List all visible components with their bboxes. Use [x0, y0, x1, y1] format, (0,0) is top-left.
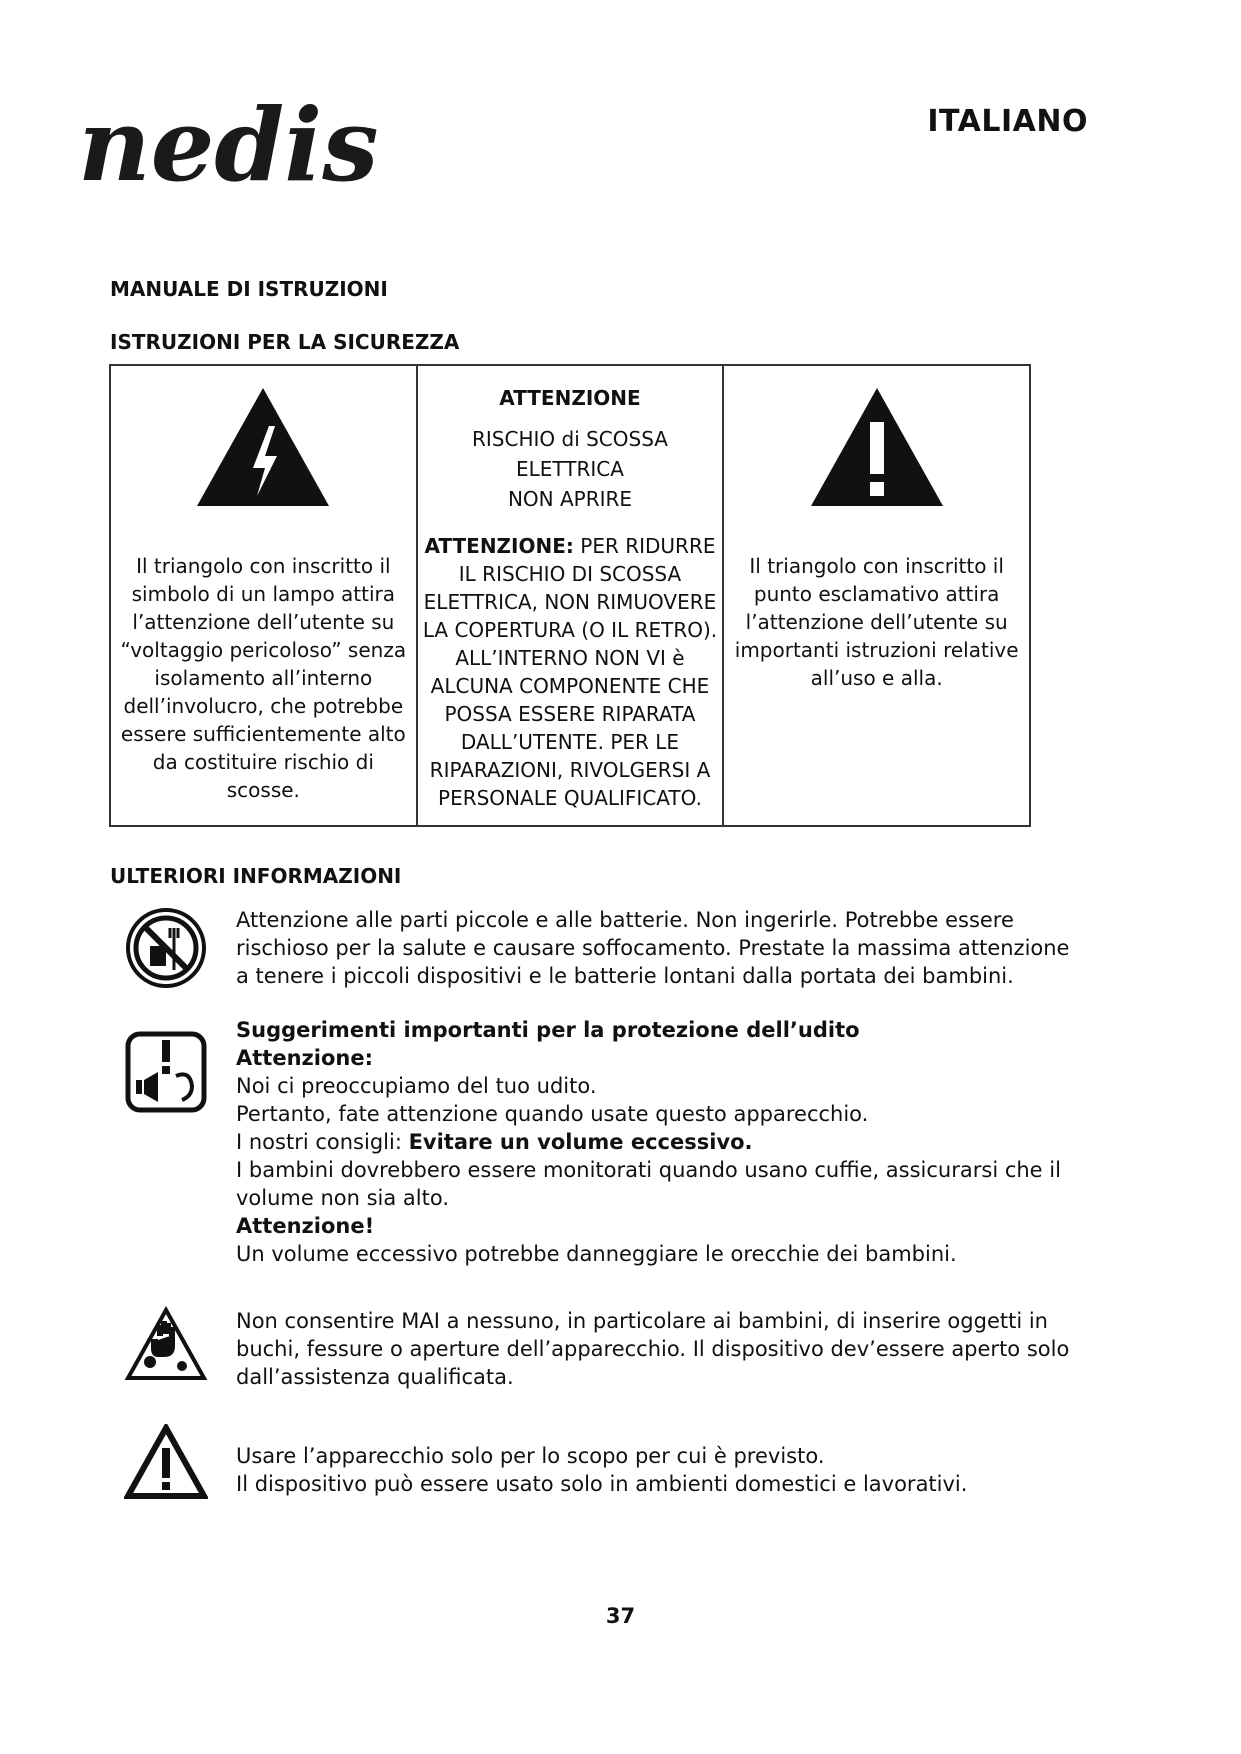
risk-line-3: NON APRIRE [507, 487, 633, 511]
exclamation-warning-icon [807, 384, 947, 509]
hearing-line-2: Pertanto, fate attenzione quando usate questo apparecchio. [236, 1102, 869, 1126]
usage-line-1: Usare l’apparecchio solo per lo scopo per cui è previsto. [236, 1444, 825, 1468]
hearing-attention-2: Attenzione! [236, 1214, 375, 1238]
hearing-attention: Attenzione: [236, 1046, 373, 1070]
hearing-line-5: Un volume eccessivo potrebbe danneggiare le orecchie dei bambini. [236, 1242, 957, 1266]
no-objects-icon [124, 1306, 208, 1382]
small-parts-text: Attenzione alle parti piccole e alle batterie. Non ingerirle. Potrebbe essere rischioso per la salute e causare soffocamento. Prestate la massima attenzione a tenere i piccoli dispositivi e le batterie lontani dalla portata dei bambini. [236, 908, 1070, 988]
page-number: 37 [605, 1604, 636, 1628]
hearing-line-4: I bambini dovrebbero essere monitorati quando usano cuffie, assicurarsi che il volume non sia alto. [236, 1158, 1061, 1210]
hearing-protection-icon [124, 1030, 208, 1114]
safety-cell-attention [417, 365, 724, 826]
safety-heading: ISTRUZIONI PER LA SICUREZZA [110, 330, 460, 354]
attention-heading: ATTENZIONE [499, 386, 641, 410]
usage-line-2: Il dispositivo può essere usato solo in ambienti domestici e lavorativi. [236, 1472, 968, 1496]
risk-line-1: RISCHIO di SCOSSA [472, 427, 668, 451]
manual-heading: MANUALE DI ISTRUZIONI [110, 277, 388, 301]
hearing-title: Suggerimenti importanti per la protezione dell’udito [236, 1018, 860, 1042]
safety-table [109, 364, 1031, 827]
further-info-heading: ULTERIORI INFORMAZIONI [110, 864, 402, 888]
lightning-description: Il triangolo con inscritto il simbolo di un lampo attira l’attenzione dell’utente su “voltaggio pericoloso” senza isolamento all’interno dell’involucro, che potrebbe essere sufficientemente alto da costituire rischio di scosse. [120, 554, 407, 802]
logo-wordmark: nedis [78, 92, 379, 202]
usage-section [236, 1442, 1076, 1498]
shock-risk-label [422, 424, 719, 514]
attention-body: PER RIDURRE IL RISCHIO DI SCOSSA ELETTRICA, NON RIMUOVERE LA COPERTURA (O IL RETRO). ALL’INTERNO NON VI è ALCUNA COMPONENTE CHE POSSA ESSERE RIPARATA DALL’UTENTE. PER LE RIPARAZIONI, RIVOLGERSI A PERSONALE QUALIFICATO. [422, 534, 718, 810]
hearing-line-3-bold: Evitare un volume eccessivo. [408, 1130, 753, 1154]
hearing-section [236, 1016, 1076, 1268]
no-objects-text: Non consentire MAI a nessuno, in particolare ai bambini, di inserire oggetti in buchi, fessure o aperture dell’apparecchio. Il dispositivo dev’essere aperto solo dall’assistenza qualificata. [236, 1309, 1070, 1389]
risk-line-2: ELETTRICA [516, 457, 624, 481]
hearing-line-3 [236, 1128, 1076, 1156]
general-warning-icon [124, 1424, 208, 1500]
nedis-logo [78, 92, 458, 202]
hearing-line-1: Noi ci preoccupiamo del tuo udito. [236, 1074, 597, 1098]
safety-cell-lightning [110, 365, 417, 826]
language-label: ITALIANO [927, 104, 1088, 139]
attention-description [422, 532, 719, 812]
safety-cell-exclamation [723, 365, 1030, 826]
exclamation-description: Il triangolo con inscritto il punto esclamativo attira l’attenzione dell’utente su importanti istruzioni relative all’uso e alla. [734, 554, 1019, 690]
lightning-warning-icon [193, 384, 333, 509]
hearing-line-3-prefix: I nostri consigli: [236, 1130, 409, 1154]
no-small-parts-icon [124, 906, 208, 990]
attention-bold: ATTENZIONE: [424, 534, 574, 558]
